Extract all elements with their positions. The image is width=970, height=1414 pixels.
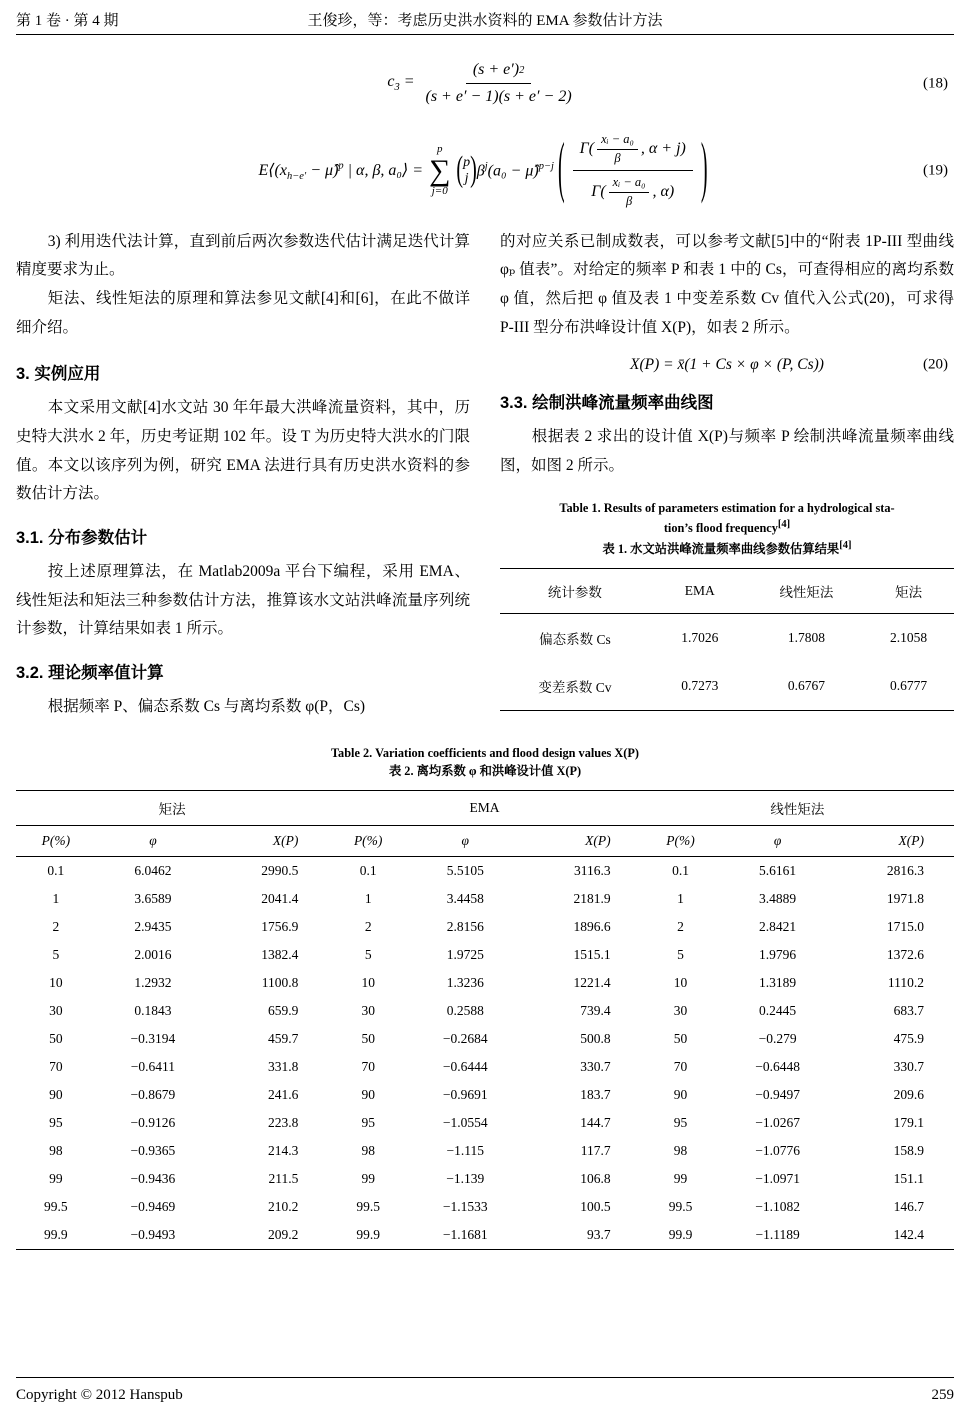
caption-text: 表 1. 水文站洪峰流量频率曲线参数估算结果	[602, 541, 840, 556]
eq-superscript: p	[338, 160, 344, 172]
table1-cell: 1.7808	[787, 630, 825, 646]
page-number: 259	[931, 1387, 954, 1403]
table2-group-header: EMA	[328, 791, 640, 826]
table2-cell-phi: 2.9435	[134, 919, 172, 935]
table2-cell-x: 1110.2	[887, 975, 924, 991]
table2-row	[16, 1165, 954, 1193]
table2-cell-x: 142.4	[893, 1227, 924, 1243]
table2-cell-x: 475.9	[893, 1031, 924, 1047]
table2-cell-p: 5	[364, 947, 372, 963]
table1-cell: 2.1058	[890, 630, 928, 646]
eq18-fraction	[419, 59, 579, 108]
table2-cell-phi: −0.279	[758, 1031, 797, 1047]
table2-cell-phi: 3.4889	[759, 891, 797, 907]
table2-cell-x: 209.6	[893, 1087, 924, 1103]
eq-text: , α + j)	[640, 140, 686, 158]
table2-cell-p: 1	[364, 891, 372, 907]
eq19-lhs	[258, 160, 423, 182]
summation-upper-limit: p	[436, 143, 443, 156]
table2-cell-p: 1	[52, 891, 60, 907]
table2-cell-x: 3116.3	[574, 863, 611, 879]
right-column	[500, 228, 954, 722]
table2-column-header: P(%)	[16, 826, 96, 857]
table2-cell-phi: −0.9126	[130, 1115, 176, 1131]
eq-text: (a₀ − μ̂)	[487, 162, 539, 180]
table2-cell-p: 10	[49, 975, 63, 991]
table1-cell: 0.6767	[787, 678, 825, 694]
paragraph-curve: 根据表 2 求出的设计值 X(P)与频率 P 绘制洪峰流量频率曲线图，如图 2 所示。	[500, 428, 954, 474]
paren-right: )	[700, 131, 708, 207]
table2-body	[16, 857, 954, 1250]
table2-cell-p: 70	[361, 1059, 375, 1075]
section-heading-3-3: 3.3. 绘制洪峰流量频率曲线图	[500, 394, 714, 413]
table2-cell-p: 30	[673, 1003, 688, 1019]
table1-cell: 变差系数 Cv	[538, 680, 612, 696]
table2-cell-p: 50	[361, 1031, 375, 1047]
table2-cell-phi: 2.0016	[134, 947, 172, 963]
eq-text: (s + e′)	[472, 61, 520, 78]
table2-cell-x: 209.2	[267, 1227, 299, 1243]
gamma-ratio-fraction	[573, 130, 693, 212]
table2-row	[16, 1053, 954, 1081]
table2-cell-p: 99.9	[44, 1227, 68, 1243]
table2-cell-phi: −0.9365	[130, 1143, 176, 1159]
table2-cell-x: 1971.8	[886, 891, 924, 907]
table2-row	[16, 1025, 954, 1053]
table2-cell-p: 99	[673, 1171, 688, 1187]
table2-cell-phi: 2.8156	[446, 919, 484, 935]
table2-column-header: X(P)	[522, 826, 640, 857]
eq19-beta-term	[477, 161, 554, 180]
binomial-coefficient	[463, 155, 470, 187]
table2-cell-x: 106.8	[580, 1171, 611, 1187]
paren-left: (	[557, 131, 565, 207]
table2-cell-x: 117.7	[580, 1143, 611, 1159]
table2-cell-p: 70	[673, 1059, 688, 1075]
table2-row	[16, 1221, 954, 1250]
page-header	[16, 8, 954, 35]
journal-issue: 第 1 卷 · 第 4 期	[16, 13, 119, 29]
table1-header-cell: EMA	[650, 569, 750, 614]
table2-cell-phi: 1.2932	[134, 975, 172, 991]
table2-cell-p: 99.9	[356, 1227, 380, 1243]
table2-row	[16, 885, 954, 913]
table2-cell-p: 5	[677, 947, 684, 963]
table2-row	[16, 1081, 954, 1109]
table2-cell-x: 459.7	[267, 1031, 299, 1047]
table2-cell-phi: 1.3189	[759, 975, 797, 991]
table2-cell-phi: −0.9493	[130, 1227, 176, 1243]
fraction-numerator	[466, 59, 532, 84]
summation	[429, 144, 450, 197]
table2-cell-x: 211.5	[268, 1171, 299, 1187]
table2-cell-phi: −0.6448	[755, 1059, 800, 1075]
table2-cell-phi: 1.9796	[759, 947, 797, 963]
page-footer	[16, 1377, 954, 1404]
table2-cell-x: 500.8	[580, 1031, 611, 1047]
table2-row	[16, 969, 954, 997]
table2-cell-x: 659.9	[267, 1003, 299, 1019]
table2-cell-phi: −1.0554	[442, 1115, 488, 1131]
table2-cell-p: 50	[673, 1031, 688, 1047]
fraction-denominator: β	[614, 150, 621, 165]
table2-cell-x: 330.7	[893, 1059, 924, 1075]
table2-cell-p: 70	[49, 1059, 63, 1075]
table2-cell-p: 2	[364, 919, 372, 935]
table2-cell-x: 241.6	[267, 1087, 299, 1103]
table2-cell-x: 2041.4	[261, 891, 299, 907]
eq-variable: c	[387, 73, 395, 91]
table2-cell-x: 1100.8	[261, 975, 299, 991]
table1-cell: 1.7026	[681, 630, 719, 646]
two-column-body	[16, 228, 954, 722]
equation-number: (20)	[923, 356, 948, 373]
eq-text: β	[476, 162, 485, 180]
eq-superscript: p−j	[538, 161, 554, 173]
table2-cell-phi: −1.1082	[755, 1199, 800, 1215]
equation-number: (19)	[923, 162, 948, 179]
table2-cell-phi: 0.1843	[134, 1003, 172, 1019]
paren-left: (	[456, 150, 464, 190]
equation-18-body	[387, 59, 582, 108]
table2-row	[16, 1193, 954, 1221]
eq18-lhs	[387, 73, 414, 93]
table2-cell-x: 1896.6	[573, 919, 611, 935]
equation-19	[16, 130, 954, 212]
table2-cell-x: 146.7	[893, 1199, 924, 1215]
table2-cell-p: 50	[49, 1031, 63, 1047]
table2-cell-x: 144.7	[580, 1115, 611, 1131]
table2-cell-x: 210.2	[267, 1199, 299, 1215]
binomial-bottom: j	[464, 170, 469, 186]
table2-cell-phi: −0.9469	[130, 1199, 176, 1215]
table2-column-header-row	[16, 826, 954, 857]
copyright-text: Copyright © 2012 Hanspub	[16, 1387, 183, 1403]
paragraph-iteration: 3) 利用迭代法计算，直到前后两次参数迭代估计满足迭代计算精度要求为止。	[16, 232, 470, 279]
fraction-denominator: β	[625, 193, 633, 208]
table2-cell-x: 1715.0	[886, 919, 924, 935]
table2-cell-p: 95	[361, 1115, 375, 1131]
table2-caption	[22, 744, 948, 781]
eq-text: | α, β, a₀⟩ =	[343, 161, 424, 179]
table2-cell-phi: 1.9725	[446, 947, 484, 963]
table2-cell-x: 1372.6	[886, 947, 924, 963]
paragraph-parameter-estimation: 按上述原理算法，在 Matlab2009a 平台下编程，采用 EMA、线性矩法和矩法三种参数估计方法，推算该水文站洪峰流量序列统计参数，计算结果如表 1 所示。	[16, 562, 470, 638]
table2-row	[16, 1137, 954, 1165]
inner-fraction	[609, 175, 650, 209]
table2-cell-p: 0.1	[359, 863, 377, 879]
table1-row	[500, 614, 954, 663]
table2-cell-x: 158.9	[893, 1143, 924, 1159]
table2-cell-p: 95	[673, 1115, 688, 1131]
table2-cell-p: 10	[361, 975, 375, 991]
table2-cell-p: 0.1	[672, 863, 689, 879]
table2-cell-phi: 5.5105	[446, 863, 484, 879]
table2-caption-en: Table 2. Variation coefficients and flood design values X(P)	[330, 745, 639, 760]
table2-cell-phi: −0.3194	[130, 1031, 176, 1047]
table2-cell-phi: −1.0776	[755, 1143, 800, 1159]
table2-cell-p: 30	[361, 1003, 375, 1019]
section-heading-3-2: 3.2. 理论频率值计算	[16, 663, 164, 682]
table2-column-header: X(P)	[210, 826, 328, 857]
table2-cell-phi: −1.0971	[755, 1171, 800, 1187]
table2-cell-p: 99.9	[668, 1227, 693, 1243]
running-title: 王俊珍，等：考虑历史洪水资料的 EMA 参数估计方法	[307, 13, 663, 29]
table2-cell-p: 1	[677, 891, 684, 907]
table2-cell-phi: −1.1189	[755, 1227, 800, 1243]
equation-19-body	[258, 130, 711, 212]
table2-row	[16, 997, 954, 1025]
table2-cell-p: 30	[49, 1003, 63, 1019]
table2-column-header: φ	[720, 826, 834, 857]
table2-cell-p: 99.5	[356, 1199, 380, 1215]
table2-column-header: φ	[408, 826, 522, 857]
table2-cell-p: 5	[52, 947, 60, 963]
table2-cell-phi: 2.8421	[759, 919, 797, 935]
table2-cell-phi: −1.1681	[442, 1227, 488, 1243]
table2-cell-phi: −0.9436	[130, 1171, 176, 1187]
table2-cell-phi: 5.6161	[759, 863, 797, 879]
table2-cell-phi: −0.6411	[130, 1059, 176, 1075]
table2-cell-phi: −1.0267	[755, 1115, 800, 1131]
left-column	[16, 228, 470, 722]
table1	[500, 568, 954, 711]
table1-row	[500, 662, 954, 711]
table1-header-cell: 统计参数	[500, 569, 650, 614]
equals-sign: =	[403, 73, 415, 91]
eq-subscript: 3	[394, 82, 400, 94]
table1-cell: 0.7273	[681, 678, 719, 694]
table2-cell-x: 223.8	[267, 1115, 299, 1131]
caption-text: Table 1. Results of parameters estimation for a hydrological sta-	[559, 500, 895, 515]
table2-column-header: φ	[96, 826, 210, 857]
eq-superscript: 2	[519, 64, 525, 76]
eq-text: − μ̂)	[306, 161, 339, 179]
equation-18	[16, 59, 954, 108]
fraction-denominator	[584, 171, 681, 211]
table2-cell-p: 90	[49, 1087, 63, 1103]
reference-mark: [4]	[777, 518, 791, 530]
table2-cell-x: 151.1	[893, 1171, 924, 1187]
table2-cell-phi: −0.6444	[442, 1059, 488, 1075]
paragraph-moment-methods: 矩法、线性矩法的原理和算法参见文献[4]和[6]，在此不做详细介绍。	[16, 289, 470, 336]
table2-row	[16, 913, 954, 941]
fraction-numerator	[573, 130, 693, 171]
table2-cell-phi: −0.8679	[130, 1087, 176, 1103]
caption-text: tion’s flood frequency	[663, 521, 778, 536]
table2-cell-x: 330.7	[580, 1059, 611, 1075]
table2-group-header-row	[16, 791, 954, 826]
table2-cell-x: 1221.4	[573, 975, 611, 991]
table2-cell-p: 0.1	[47, 863, 65, 879]
paragraph-continuation: 的对应关系已制成数表，可以参考文献[5]中的“附表 1P-III 型曲线 φₚ 值表”。对给定的频率 P 和表 1 中的 Cs，可查得相应的离均系数 φ 值，然后把 φ 值及表 1 中变差系数 Cv 值代入公式(20)，可求得 P-III 型分布洪峰设计值 X(P)，如表 2 所示。	[500, 232, 954, 336]
summation-symbol: ∑	[429, 154, 451, 188]
table2-cell-x: 100.5	[580, 1199, 611, 1215]
summation-lower-limit: j=0	[431, 185, 448, 198]
table2-cell-x: 2181.9	[573, 891, 611, 907]
table2-cell-phi: −1.115	[446, 1143, 484, 1159]
eq-superscript: j	[484, 161, 488, 173]
table2-cell-phi: −1.139	[446, 1171, 485, 1187]
fraction-numerator: xᵢ − a₀	[597, 132, 638, 150]
table1-header-cell: 线性矩法	[750, 569, 864, 614]
eq-text: , α)	[652, 183, 675, 201]
table2-cell-phi: 3.4458	[446, 891, 484, 907]
table2-cell-x: 739.4	[580, 1003, 611, 1019]
table2-cell-x: 2816.3	[886, 863, 924, 879]
eq-text: Γ(	[579, 140, 595, 158]
table2-cell-x: 1382.4	[261, 947, 299, 963]
eq-text: E⟨(x	[258, 161, 287, 179]
table2-cell-p: 98	[673, 1143, 688, 1159]
table2-cell-p: 98	[361, 1143, 375, 1159]
table2	[16, 790, 954, 1250]
table2-cell-p: 98	[49, 1143, 63, 1159]
table2-column-header: P(%)	[641, 826, 721, 857]
binomial-top: p	[463, 154, 471, 170]
table2-cell-p: 2	[677, 919, 684, 935]
table1-cell: 0.6777	[890, 678, 928, 694]
table2-cell-phi: −0.9691	[442, 1087, 488, 1103]
table2-cell-phi: −0.2684	[442, 1031, 488, 1047]
paren-right: )	[470, 150, 477, 190]
table2-cell-p: 99.5	[44, 1199, 68, 1215]
table2-group-header: 线性矩法	[641, 791, 954, 826]
table2-cell-x: 93.7	[587, 1227, 611, 1243]
table2-caption-zh: 表 2. 离均系数 φ 和洪峰设计值 X(P)	[388, 764, 582, 778]
table2-column-header: X(P)	[835, 826, 954, 857]
table2-cell-x: 1756.9	[261, 919, 299, 935]
fraction-denominator: (s + e′ − 1)(s + e′ − 2)	[425, 88, 572, 105]
table2-row	[16, 1109, 954, 1137]
table1-cell: 偏态系数 Cs	[539, 632, 611, 648]
table2-cell-x: 1515.1	[573, 947, 611, 963]
reference-mark: [4]	[839, 539, 852, 551]
table2-column-header: P(%)	[328, 826, 408, 857]
inner-fraction	[597, 132, 638, 166]
table2-cell-phi: 1.3236	[446, 975, 484, 991]
equation-20	[500, 356, 954, 374]
table2-cell-p: 90	[673, 1087, 688, 1103]
table2-cell-phi: 3.6589	[134, 891, 172, 907]
table2-cell-p: 99	[361, 1171, 375, 1187]
table2-cell-phi: −1.1533	[442, 1199, 488, 1215]
paragraph-example: 本文采用文献[4]水文站 30 年年最大洪峰流量资料，其中，历史特大洪水 2 年，历史考证期 102 年。设 T 为历史特大洪水的门限值。本文以该序列为例，研究 EMA 法进行具有历史洪水资料的参数估计方法。	[16, 399, 470, 503]
table2-cell-p: 99.5	[668, 1199, 693, 1215]
table2-row	[16, 941, 954, 969]
table2-cell-p: 90	[361, 1087, 375, 1103]
table2-cell-x: 331.8	[267, 1059, 299, 1075]
table2-cell-p: 10	[673, 975, 688, 991]
table2-cell-phi: 0.2445	[759, 1003, 797, 1019]
table1-header-cell: 矩法	[863, 569, 954, 614]
table2-cell-p: 99	[49, 1171, 63, 1187]
section-heading-3-1: 3.1. 分布参数估计	[16, 528, 148, 547]
eq-subscript: h−e′	[286, 170, 307, 182]
table1-body	[500, 614, 954, 711]
table2-cell-x: 683.7	[893, 1003, 924, 1019]
table2-cell-p: 95	[49, 1115, 63, 1131]
table2-cell-phi: 6.0462	[134, 863, 172, 879]
table2-cell-x: 214.3	[267, 1143, 299, 1159]
table2-cell-phi: 0.2588	[446, 1003, 484, 1019]
table1-caption	[506, 499, 948, 559]
table1-caption-zh	[506, 538, 948, 559]
table2-cell-x: 2990.5	[261, 863, 299, 879]
table2-cell-x: 179.1	[893, 1115, 924, 1131]
fraction-numerator: xᵢ − a₀	[609, 175, 650, 193]
table2-cell-p: 2	[52, 919, 60, 935]
paragraph-frequency: 根据频率 P、偏态系数 Cs 与离均系数 φ(P，Cs)	[47, 697, 366, 715]
table2-cell-x: 183.7	[580, 1087, 611, 1103]
equation-number: (18)	[923, 75, 948, 91]
eq-text: Γ(	[591, 183, 606, 201]
table1-header-row	[500, 569, 954, 614]
section-heading-3: 3. 实例应用	[16, 365, 101, 384]
table2-row	[16, 857, 954, 886]
table2-cell-phi: −0.9497	[755, 1087, 800, 1103]
table1-caption-en	[559, 501, 894, 536]
equation-20-body: X(P) = x̄(1 + Cs × φ × (P, Cs))	[630, 356, 824, 374]
table2-group-header: 矩法	[16, 791, 328, 826]
